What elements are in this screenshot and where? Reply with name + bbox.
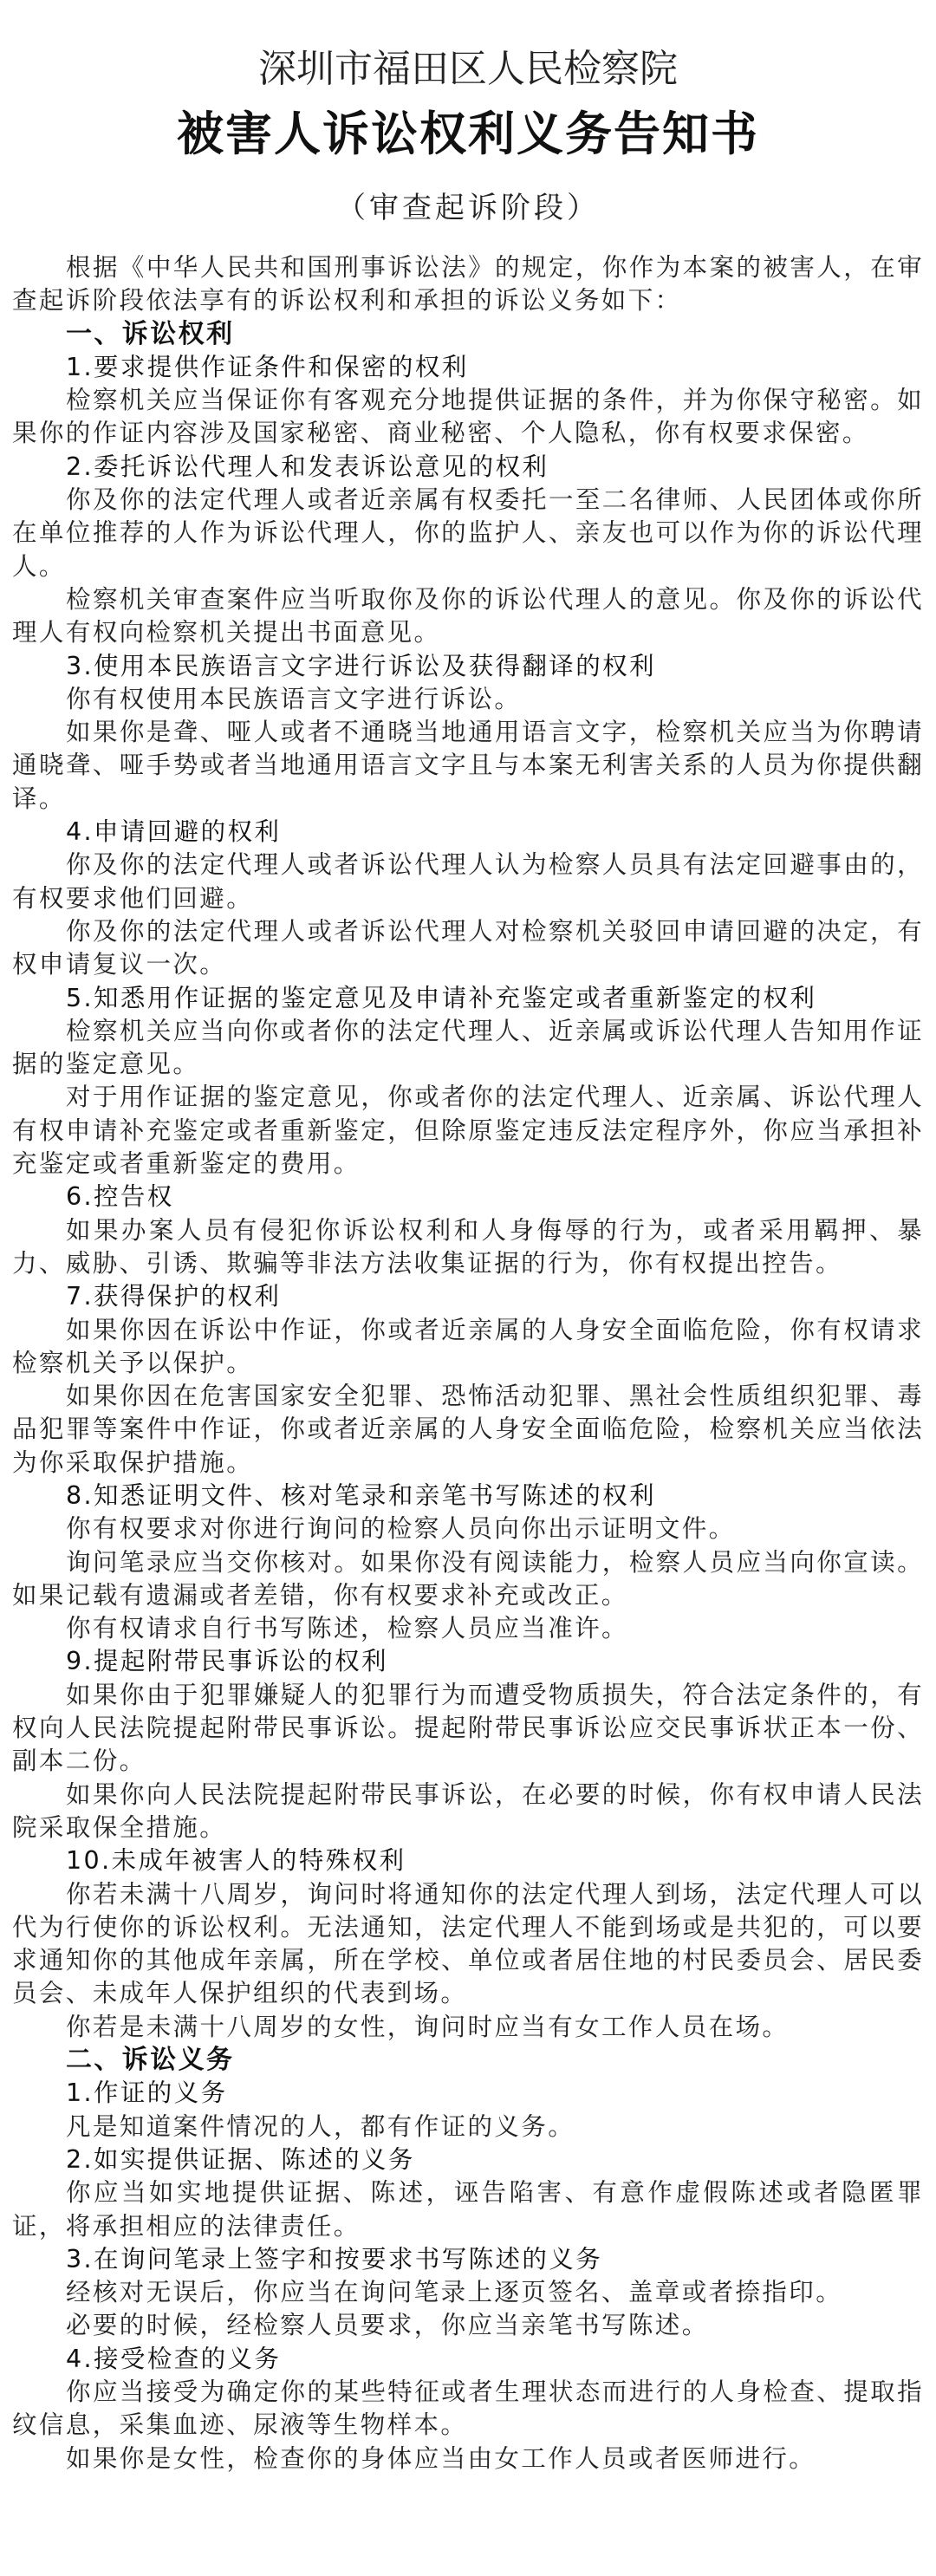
right-9-title: 9.提起附带民事诉讼的权利 xyxy=(66,1647,388,1676)
right-2-title: 2.委托诉讼代理人和发表诉讼意见的权利 xyxy=(66,452,549,481)
procuratorate-name: 深圳市福田区人民检察院 xyxy=(258,47,678,91)
right-7-paragraph: 如果你因在诉讼中作证，你或者近亲属的人身安全面临危险，你有权请求检察机关予以保护。 xyxy=(12,1315,924,1377)
right-8-title: 8.知悉证明文件、核对笔录和亲笔书写陈述的权利 xyxy=(66,1480,656,1510)
rights-heading: 一、诉讼权利 xyxy=(66,318,235,349)
right-4-paragraph: 你及你的法定代理人或者诉讼代理人认为检察人员具有法定回避事由的，有权要求他们回避。 xyxy=(12,850,924,913)
right-4-paragraph: 你及你的法定代理人或者诉讼代理人对检察机关驳回申请回避的决定，有权申请复议一次。 xyxy=(12,916,924,979)
right-5-title: 5.知悉用作证据的鉴定意见及申请补充鉴定或者重新鉴定的权利 xyxy=(66,983,817,1012)
right-9-paragraph: 如果你由于犯罪嫌疑人的犯罪行为而遭受物质损失，符合法定条件的，有权向人民法院提起附带民事诉讼。提起附带民事诉讼应交民事诉状正本一份、副本二份。 xyxy=(12,1680,924,1776)
right-3-title: 3.使用本民族语言文字进行诉讼及获得翻译的权利 xyxy=(66,651,656,680)
duty-2-title: 2.如实提供证据、陈述的义务 xyxy=(66,2144,415,2174)
document-stage: （审查起诉阶段） xyxy=(336,191,600,225)
duty-1-title: 1.作证的义务 xyxy=(66,2078,228,2108)
right-10-title: 10.未成年被害人的特殊权利 xyxy=(66,1846,406,1876)
document-body xyxy=(12,251,924,2475)
duty-3-paragraph: 经核对无误后，你应当在询问笔录上逐页签名、盖章或者捺指印。 xyxy=(66,2278,843,2307)
right-3-paragraph: 如果你是聋、哑人或者不通晓当地通用语言文字，检察机关应当为你聘请通晓聋、哑手势或者当地通用语言文字且与本案无利害关系的人员为你提供翻译。 xyxy=(12,718,924,813)
right-8-paragraph: 你有权请求自行书写陈述，检察人员应当准许。 xyxy=(66,1614,628,1643)
right-6-paragraph: 如果办案人员有侵犯你诉讼权利和人身侮辱的行为，或者采用羁押、暴力、威胁、引诱、欺骗等非法方法收集证据的行为，你有权提出控告。 xyxy=(12,1215,924,1278)
duty-2-paragraph: 你应当如实地提供证据、陈述，诬告陷害、有意作虚假陈述或者隐匿罪证，将承担相应的法律责任。 xyxy=(12,2178,924,2241)
duty-4-paragraph: 如果你是女性，检查你的身体应当由女工作人员或者医师进行。 xyxy=(66,2443,816,2473)
right-10-paragraph: 你若是未满十八周岁的女性，询问时应当有女工作人员在场。 xyxy=(66,2012,790,2041)
right-8-paragraph: 你有权要求对你进行询问的检察人员向你出示证明文件。 xyxy=(66,1514,736,1544)
document-title: 被害人诉讼权利义务告知书 xyxy=(177,107,759,161)
right-7-title: 7.获得保护的权利 xyxy=(66,1282,282,1311)
right-9-paragraph: 如果你向人民法院提起附带民事诉讼，在必要的时候，你有权申请人民法院采取保全措施。 xyxy=(12,1779,924,1842)
right-2-paragraph: 检察机关审查案件应当听取你及你的诉讼代理人的意见。你及你的诉讼代理人有权向检察机关提出书面意见。 xyxy=(12,584,924,647)
right-2-paragraph: 你及你的法定代理人或者近亲属有权委托一至二名律师、人民团体或你所在单位推荐的人作为诉讼代理人，你的监护人、亲友也可以作为你的诉讼代理人。 xyxy=(12,485,924,581)
duties-heading: 二、诉讼义务 xyxy=(66,2045,235,2076)
right-10-paragraph: 你若未满十八周岁，询问时将通知你的法定代理人到场，法定代理人可以代为行使你的诉讼权利。无法通知，法定代理人不能到场或是共犯的，可以要求通知你的其他成年亲属，所在学校、单位或者居住地的村民委员会、居民委员会、未成年人保护组织的代表到场。 xyxy=(12,1879,924,2008)
duty-1-paragraph: 凡是知道案件情况的人，都有作证的义务。 xyxy=(66,2111,575,2141)
duties-section xyxy=(12,2044,924,2475)
intro-paragraph: 根据《中华人民共和国刑事诉讼法》的规定，你作为本案的被害人，在审查起诉阶段依法享有的诉讼权利和承担的诉讼义务如下： xyxy=(12,253,924,315)
right-5-paragraph: 对于用作证据的鉴定意见，你或者你的法定代理人、近亲属、诉讼代理人有权申请补充鉴定或者重新鉴定，但除原鉴定违反法定程序外，你应当承担补充鉴定或者重新鉴定的费用。 xyxy=(12,1083,924,1179)
rights-section xyxy=(12,318,924,2044)
duty-4-paragraph: 你应当接受为确定你的某些特征或者生理状态而进行的人身检查、提取指纹信息，采集血迹、尿液等生物样本。 xyxy=(12,2378,924,2440)
right-7-paragraph: 如果你因在危害国家安全犯罪、恐怖活动犯罪、黑社会性质组织犯罪、毒品犯罪等案件中作证，你或者近亲属的人身安全面临危险，检察机关应当依法为你采取保护措施。 xyxy=(12,1382,924,1477)
right-1-paragraph: 检察机关应当保证你有客观充分地提供证据的条件，并为你保守秘密。如果你的作证内容涉及国家秘密、商业秘密、个人隐私，你有权要求保密。 xyxy=(12,386,924,448)
right-1-title: 1.要求提供作证条件和保密的权利 xyxy=(66,352,469,381)
right-6-title: 6.控告权 xyxy=(66,1182,174,1212)
right-4-title: 4.申请回避的权利 xyxy=(66,817,282,847)
right-8-paragraph: 询问笔录应当交你核对。如果你没有阅读能力，检察人员应当向你宣读。如果记载有遗漏或者差错，你有权要求补充或改正。 xyxy=(12,1547,924,1610)
duty-4-title: 4.接受检查的义务 xyxy=(66,2344,282,2373)
duty-3-title: 3.在询问笔录上签字和按要求书写陈述的义务 xyxy=(66,2244,603,2274)
duty-3-paragraph: 必要的时候，经检察人员要求，你应当亲笔书写陈述。 xyxy=(66,2311,709,2340)
right-5-paragraph: 检察机关应当向你或者你的法定代理人、近亲属或诉讼代理人告知用作证据的鉴定意见。 xyxy=(12,1016,924,1079)
right-3-paragraph: 你有权使用本民族语言文字进行诉讼。 xyxy=(66,684,522,713)
